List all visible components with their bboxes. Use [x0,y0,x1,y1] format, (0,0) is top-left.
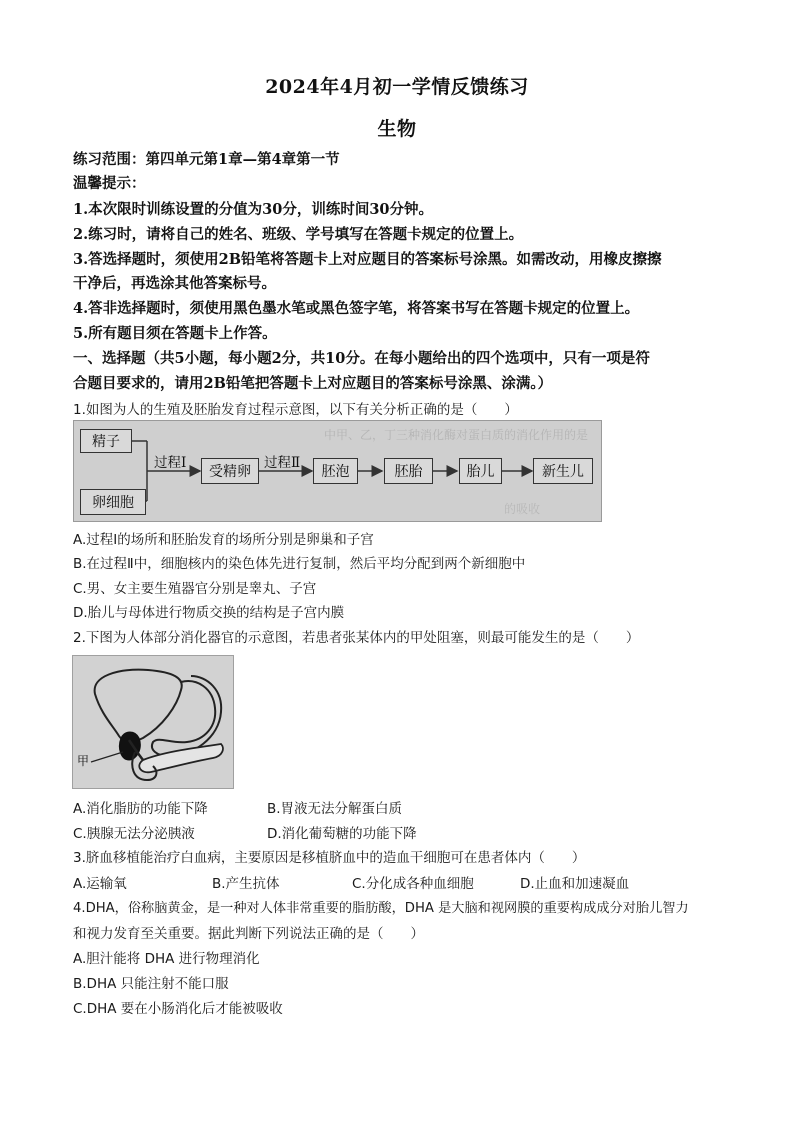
svg-text:中甲、乙，丁三种消化酶对蛋白质的消化作用的是: 中甲、乙，丁三种消化酶对蛋白质的消化作用的是 [324,428,589,442]
blastocyst-box: 胚泡 [313,458,358,484]
question-3-option-d: D.止血和加速凝血 [520,876,630,892]
question-3-stem: 3.脐血移植能治疗白血病，主要原因是移植脐血中的造血干细胞可在患者体内（ ） [73,850,586,866]
digestive-organs-figure [72,655,234,789]
question-4-option-b: B.DHA 只能注射不能口服 [73,976,229,992]
tips-heading: 温馨提示： [73,175,146,192]
question-2-option-c: C.胰腺无法分泌胰液 [73,826,195,842]
question-2-option-b: B.胃液无法分解蛋白质 [267,801,403,817]
question-4-stem: 4.DHA，俗称脑黄金，是一种对人体非常重要的脂肪酸，DHA 是大脑和视网膜的重要构成成分对胎儿智力 [73,901,689,916]
label-jia: 甲 [77,754,90,768]
question-3-option-c: C.分化成各种血细胞 [352,876,474,892]
question-1-option-a: A.过程Ⅰ的场所和胚胎发育的场所分别是卵巢和子宫 [73,532,374,548]
tip-item: 2.练习时，请将自己的姓名、班级、学号填写在答题卡规定的位置上。 [73,226,524,243]
fertilized-egg-box: 受精卵 [201,458,259,484]
question-1-option-d: D.胎儿与母体进行物质交换的结构是子宫内膜 [73,605,345,621]
question-2-option-a: A.消化脂肪的功能下降 [73,801,208,817]
question-4-stem-cont: 和视力发育至关重要。据此判断下列说法正确的是（ ） [73,926,424,942]
question-2-option-d: D.消化葡萄糖的功能下降 [267,826,417,842]
question-3-option-b: B.产生抗体 [212,876,280,892]
question-3-option-a: A.运输氧 [73,876,127,892]
question-2-stem: 2.下图为人体部分消化器官的示意图，若患者张某体内的甲处阻塞，则最可能发生的是（ ） [73,630,640,646]
fetus-box: 胎儿 [459,458,502,484]
svg-text:的吸收: 的吸收 [504,502,541,516]
sperm-box: 精子 [80,429,132,453]
embryo-box: 胚胎 [384,458,433,484]
question-1-option-b: B.在过程Ⅱ中，细胞核内的染色体先进行复制，然后平均分配到两个新细胞中 [73,556,526,572]
section-heading-cont: 合题目要求的，请用2B铅笔把答题卡上对应题目的答案标号涂黑、涂满。） [73,375,553,392]
section-heading: 一、选择题（共5小题，每小题2分，共10分。在每小题给出的四个选项中，只有一项是符 [73,350,650,367]
newborn-box: 新生儿 [533,458,593,484]
subject-title: 生物 [377,118,417,140]
reproduction-flow-diagram [73,420,602,522]
tip-item: 1.本次限时训练设置的分值为30分，训练时间30分钟。 [73,201,433,218]
question-4-option-a: A.胆汁能将 DHA 进行物理消化 [73,951,260,967]
question-4-option-c: C.DHA 要在小肠消化后才能被吸收 [73,1001,283,1017]
question-1-option-c: C.男、女主要生殖器官分别是睾丸、子宫 [73,581,317,597]
question-1-stem: 1.如图为人的生殖及胚胎发育过程示意图，以下有关分析正确的是（ ） [73,402,518,418]
tip-item: 4.答非选择题时，须使用黑色墨水笔或黑色签字笔，将答案书写在答题卡规定的位置上。 [73,300,640,317]
page-title: 2024年4月初一学情反馈练习 [265,76,529,98]
process-1-label: 过程Ⅰ [154,455,187,471]
tip-item: 3.答选择题时，须使用2B铅笔将答题卡上对应题目的答案标号涂黑。如需改动，用橡皮擦擦 [73,251,662,268]
process-2-label: 过程Ⅱ [264,455,301,471]
practice-scope: 练习范围：第四单元第1章—第4章第一节 [73,151,340,168]
digestive-organs-illustration [73,656,233,788]
tip-item: 5.所有题目须在答题卡上作答。 [73,325,277,342]
tip-item: 干净后，再选涂其他答案标号。 [73,275,276,292]
egg-box: 卵细胞 [80,489,146,515]
